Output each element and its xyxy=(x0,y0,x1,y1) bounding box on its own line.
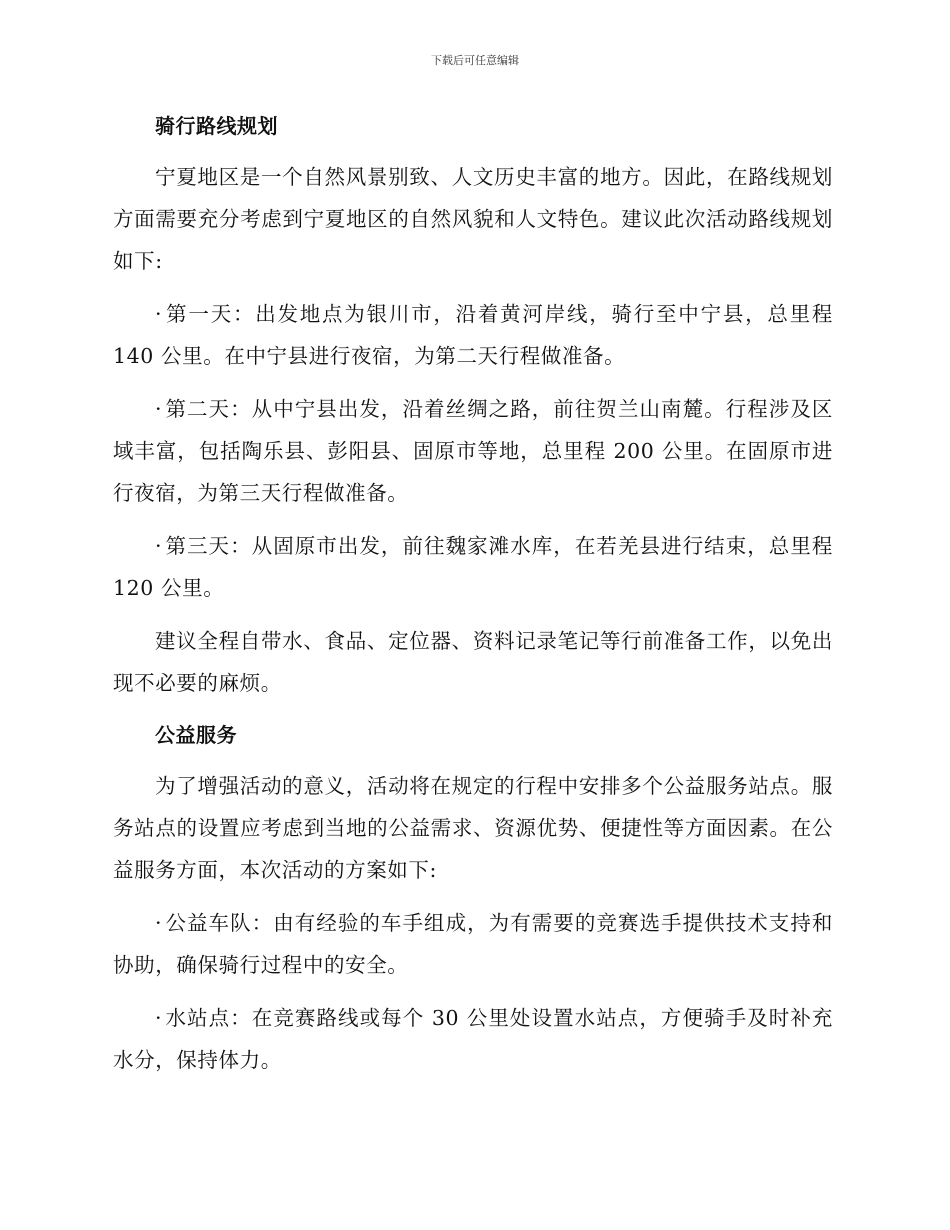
bullet-text: 第三天：从固原市出发，前往魏家滩水库，在若羌县进行结束，总里程 120 公里。 xyxy=(113,534,833,600)
public-service-intro: 为了增强活动的意义，活动将在规定的行程中安排多个公益服务站点。服务站点的设置应考虑到当地的公益需求、资源优势、便捷性等方面因素。在公益服务方面，本次活动的方案如下: xyxy=(113,774,833,882)
bullet-item-water-station xyxy=(113,997,833,1081)
section-heading-route-planning: 骑行路线规划 xyxy=(155,114,278,138)
bullet-item-support-team xyxy=(113,902,833,986)
bullet-text: 公益车队：由有经验的车手组成，为有需要的竞赛选手提供技术支持和协助，确保骑行过程中的安全。 xyxy=(113,911,833,977)
bullet-item-day-3 xyxy=(113,525,833,609)
document-body xyxy=(113,106,833,1092)
bullet-dot: · xyxy=(155,397,163,421)
route-planning-closing: 建议全程自带水、食品、定位器、资料记录笔记等行前准备工作，以免出现不必要的麻烦。 xyxy=(113,629,833,695)
bullet-dot: · xyxy=(155,911,163,935)
bullet-dot: · xyxy=(155,302,163,326)
route-planning-intro: 宁夏地区是一个自然风景别致、人文历史丰富的地方。因此，在路线规划方面需要充分考虑到宁夏地区的自然风貌和人文特色。建议此次活动路线规划如下: xyxy=(113,165,833,273)
section-heading-public-service: 公益服务 xyxy=(155,723,237,747)
bullet-dot: · xyxy=(155,534,163,558)
bullet-text: 第二天：从中宁县出发，沿着丝绸之路，前往贺兰山南麓。行程涉及区域丰富，包括陶乐县、彭阳县、固原市等地，总里程 200 公里。在固原市进行夜宿，为第三天行程做准备。 xyxy=(113,397,833,505)
bullet-item-day-1 xyxy=(113,293,833,377)
bullet-text: 水站点：在竞赛路线或每个 30 公里处设置水站点，方便骑手及时补充水分，保持体力。 xyxy=(113,1006,833,1072)
bullet-dot: · xyxy=(155,1006,163,1030)
page-header: 下载后可任意编辑 xyxy=(431,54,519,67)
bullet-item-day-2 xyxy=(113,388,833,514)
bullet-text: 第一天：出发地点为银川市，沿着黄河岸线，骑行至中宁县，总里程 140 公里。在中宁县进行夜宿，为第二天行程做准备。 xyxy=(113,302,833,368)
